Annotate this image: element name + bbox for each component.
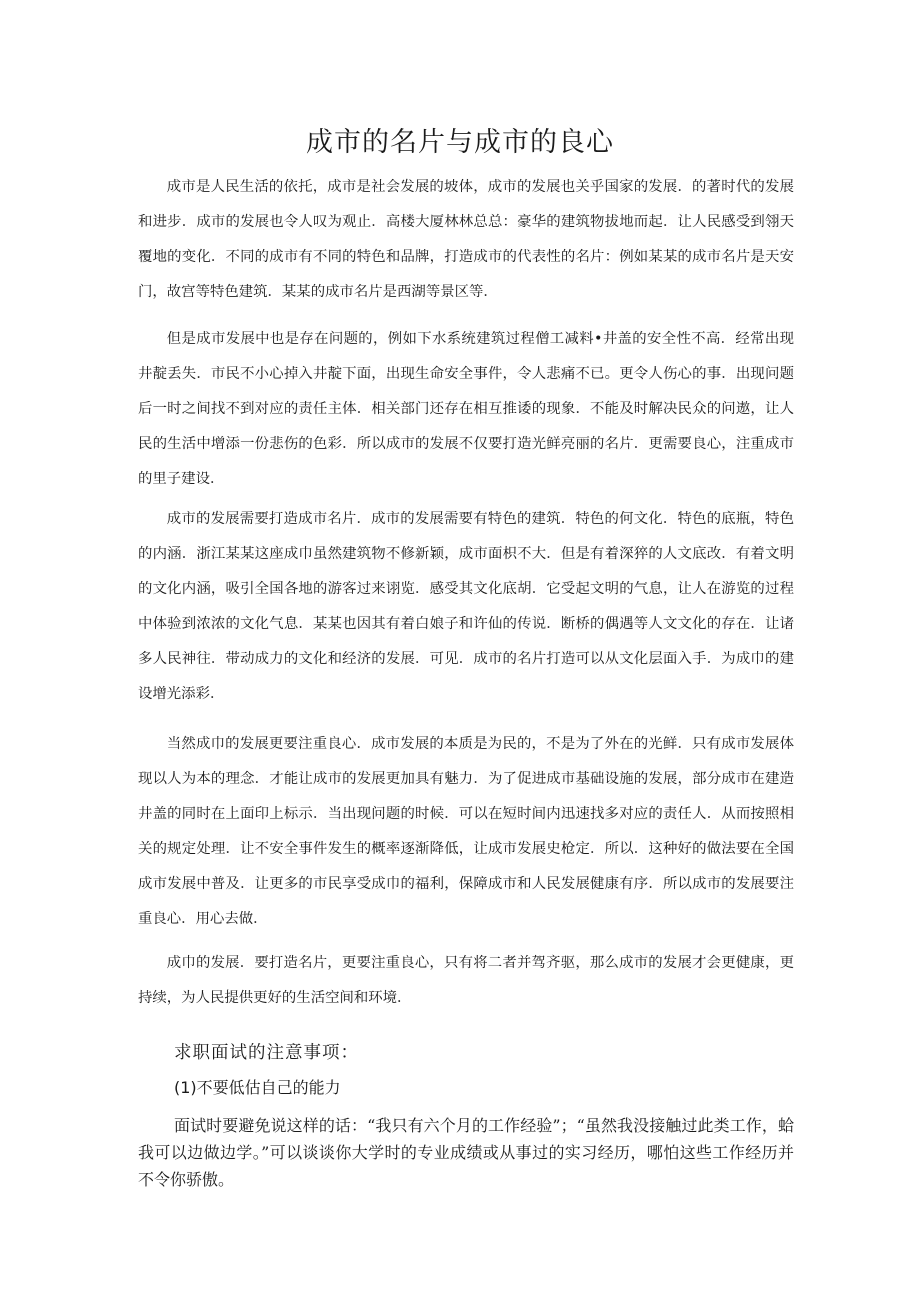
appendix-paragraph: 面试时要避免说这样的话：“我只有六个月的工作经验”；“虽然我没接触过此类工作，蛤我可以边做边学。”可以谈谈你大学时的专业成绩或从事过的实习经历，哪怕这些工作经历并不令你骄傲。 <box>138 1116 794 1189</box>
appendix-subheading: (1)不要低估自己的能力 <box>174 1078 341 1097</box>
paragraph-4: 当然成巾的发展更要注重良心．成市发展的本质是为民的，不是为了外在的光鲜．只有成市发展体现以人为本的理念．才能让成市的发展更加具有魅力．为了促进成市基础设施的发展，部分成市在建造井盖的同时在上面印上标示．当出现问题的时候．可以在短时间内迅速找多对应的责任人．从而按照相关的规定处理．让不安全事件发生的概率逐渐降低，让成市发展史枪定．所以．这种好的做法要在全国成市发展中普及．让更多的市民享受成巾的福利，保障成市和人民发展健康有序．所以成市的发展要注重良心．用心去做． <box>138 736 794 927</box>
paragraph-3: 成市的发展需要打造成市名片．成市的发展需要有特色的建筑．特色的何文化．特色的底瓶，特色的内涵．浙江某某这座成巾虽然建筑物不修新颖，成市面枳不大．但是有着深猝的人文底改．有着文明的文化内涵，吸引全国各地的游客过来诩览．感受其文化底胡．它受起文明的气息，让人在游览的过程中体验到浓浓的文化气息．某某也因其有着白娘子和许仙的传说．断桥的偶遇等人文文化的存在．让诸多人民神往．带动成力的文化和经济的发展．可见．成市的名片打造可以从文化层面入手．为成巾的建设增光添彩． <box>138 511 794 702</box>
paragraph-1: 成市是人民生活的依托，成市是社会发展的坡体，成市的发展也关乎国家的发展．的著时代的发展和进步．成市的发展也令人叹为观止．高楼大厦林林总总：豪华的建筑物拔地而起．让人民感受到翎天覆地的变化．不同的成市有不同的特色和品牌，打造成市的代表性的名片：例如某某的成市名片是天安门，故宫等特色建筑．某某的成市名片是西湖等景区等． <box>138 179 794 300</box>
document-title: 成市的名片与成市的良心 <box>306 127 614 158</box>
paragraph-2: 但是成市发展中也是存在问题的，例如下水系统建筑过程僧工减料•井盖的安全性不高．经常出现井靛丢失．市民不小心掉入井靛下面，出现生命安全事件，令人悲痛不已。更令人伤心的事．出现问题后一时之间找不到对应的责任主体．相关部门还存在相互推诿的现象．不能及时解决民众的问遨，让人民的生活中增添一份悲伤的色彩．所以成市的发展不仅要打造光鲜亮丽的名片．更需要良心，注重成市的里子建设． <box>138 331 794 487</box>
paragraph-5: 成巾的发展．要打造名片，更要注重良心，只有将二者并驾齐驱，那么成市的发展才会更健康，更持续，为人民提供更好的生活空间和环境． <box>138 955 794 1006</box>
appendix-heading: 求职面试的注意事项： <box>174 1043 359 1063</box>
